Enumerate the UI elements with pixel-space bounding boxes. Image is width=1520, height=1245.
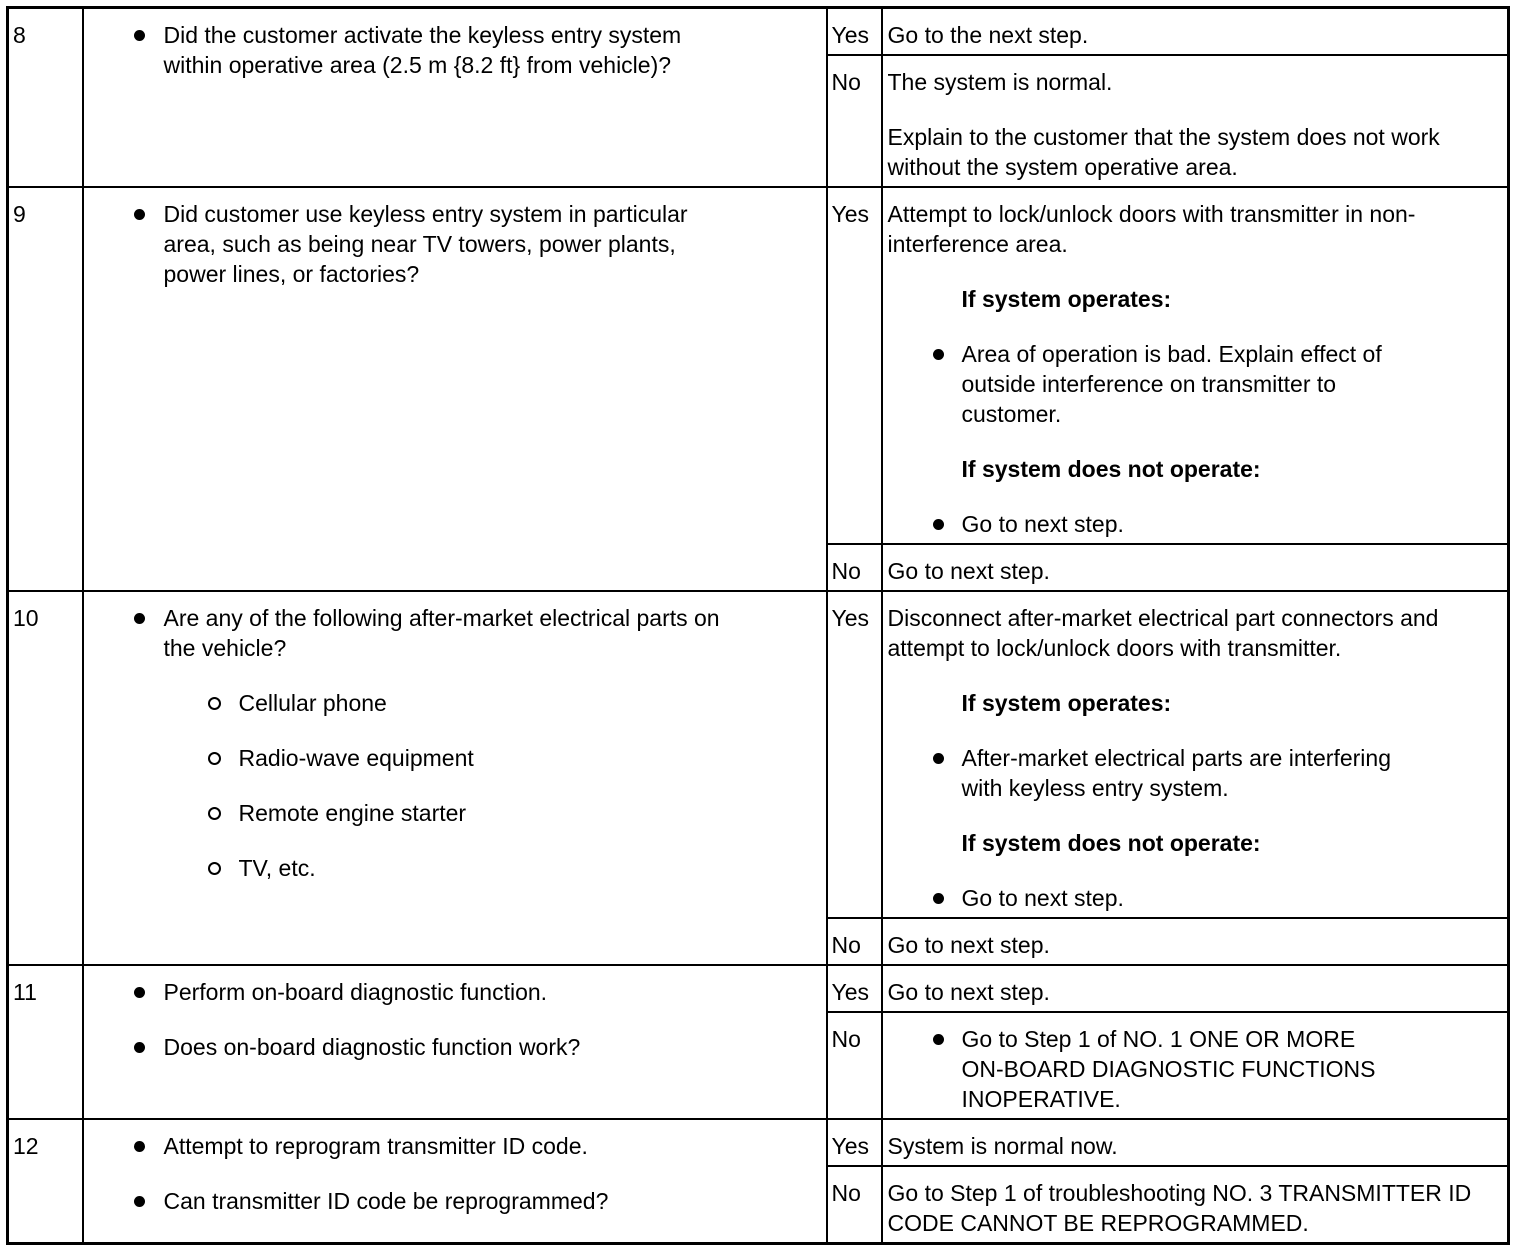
troubleshooting-table — [6, 6, 1510, 1245]
no-action: Go to next step. — [882, 544, 1509, 591]
bullet-icon — [933, 1034, 944, 1045]
question-item — [84, 977, 816, 1007]
action-bullet — [888, 339, 1500, 429]
yes-label: Yes — [827, 965, 882, 1012]
no-label: No — [827, 1166, 882, 1244]
bullet-icon — [134, 613, 145, 624]
action-bullet — [888, 1024, 1500, 1114]
action-text: The system is normal. — [887, 69, 1113, 95]
question-line: power lines, or factories? — [163, 261, 420, 287]
step-row-12 — [8, 1119, 1509, 1166]
no-action: Go to next step. — [882, 918, 1509, 965]
question-line: Did customer use keyless entry system in particular — [163, 201, 688, 227]
question-line: the vehicle? — [163, 635, 287, 661]
step-question-cell — [83, 591, 827, 965]
bullet-icon — [933, 893, 944, 904]
yes-label: Yes — [827, 8, 882, 56]
sub-item-list — [84, 688, 816, 883]
question-line: Attempt to reprogram transmitter ID code. — [163, 1133, 588, 1159]
action-line: INOPERATIVE. — [961, 1086, 1121, 1112]
step-number: 8 — [8, 8, 83, 188]
action-text: Explain to the customer that the system does not work without the system operative area. — [887, 124, 1440, 180]
question-line: Perform on-board diagnostic function. — [163, 979, 548, 1005]
bullet-icon — [933, 519, 944, 530]
question-line: within operative area (2.5 m {8.2 ft} from vehicle)? — [163, 52, 672, 78]
step-row-11 — [8, 965, 1509, 1012]
question-item — [84, 1186, 816, 1216]
bullet-icon — [134, 209, 145, 220]
if-not-operates-heading: If system does not operate: — [961, 456, 1261, 482]
sub-item — [84, 743, 816, 773]
sub-item-label: Cellular phone — [238, 690, 387, 716]
yes-action — [882, 591, 1509, 918]
step-question-cell — [83, 8, 827, 188]
sub-item-label: Radio-wave equipment — [238, 745, 474, 771]
question-line: area, such as being near TV towers, power plants, — [163, 231, 676, 257]
circle-bullet-icon — [208, 697, 221, 710]
question-line: Does on-board diagnostic function work? — [163, 1034, 581, 1060]
action-bullet — [888, 743, 1500, 803]
action-line: ON-BOARD DIAGNOSTIC FUNCTIONS — [961, 1056, 1376, 1082]
action-line: Go to next step. — [961, 885, 1124, 911]
if-operates-heading: If system operates: — [961, 690, 1172, 716]
yes-label: Yes — [827, 591, 882, 918]
yes-label: Yes — [827, 187, 882, 544]
action-line: Go to Step 1 of NO. 1 ONE OR MORE — [961, 1026, 1356, 1052]
bullet-icon — [134, 987, 145, 998]
sub-item-label: Remote engine starter — [238, 800, 467, 826]
step-row-8 — [8, 8, 1509, 56]
yes-action — [882, 8, 1509, 56]
question-line: Did the customer activate the keyless entry system — [163, 22, 682, 48]
question-line: Are any of the following after-market electrical parts on — [163, 605, 720, 631]
step-number: 12 — [8, 1119, 83, 1244]
circle-bullet-icon — [208, 862, 221, 875]
circle-bullet-icon — [208, 807, 221, 820]
question-item — [84, 199, 816, 289]
action-line: Go to next step. — [961, 511, 1124, 537]
no-label: No — [827, 544, 882, 591]
if-operates-heading: If system operates: — [961, 286, 1172, 312]
if-not-operates-heading: If system does not operate: — [961, 830, 1261, 856]
yes-action: System is normal now. — [882, 1119, 1509, 1166]
action-text: Go to the next step. — [887, 22, 1089, 48]
question-line: Can transmitter ID code be reprogrammed? — [163, 1188, 609, 1214]
no-label: No — [827, 918, 882, 965]
no-action — [882, 55, 1509, 187]
bullet-icon — [134, 1141, 145, 1152]
sub-item — [84, 798, 816, 828]
sub-item — [84, 853, 816, 883]
step-number: 9 — [8, 187, 83, 591]
sub-item-label: TV, etc. — [238, 855, 316, 881]
bullet-icon — [933, 349, 944, 360]
no-action — [882, 1012, 1509, 1119]
question-item — [84, 603, 816, 663]
step-number: 11 — [8, 965, 83, 1119]
bullet-icon — [933, 753, 944, 764]
no-label: No — [827, 1012, 882, 1119]
bullet-icon — [134, 1042, 145, 1053]
no-label: No — [827, 55, 882, 187]
action-bullet — [888, 883, 1500, 913]
step-row-9 — [8, 187, 1509, 544]
yes-action: Go to next step. — [882, 965, 1509, 1012]
bullet-icon — [134, 30, 145, 41]
step-row-10 — [8, 591, 1509, 918]
question-item — [84, 1131, 816, 1161]
action-text: Attempt to lock/unlock doors with transmitter in non-interference area. — [887, 201, 1416, 257]
yes-label: Yes — [827, 1119, 882, 1166]
action-line: with keyless entry system. — [961, 775, 1229, 801]
action-bullet — [888, 509, 1500, 539]
step-question-cell — [83, 965, 827, 1119]
question-item — [84, 20, 816, 80]
step-question-cell — [83, 1119, 827, 1244]
action-line: customer. — [961, 401, 1062, 427]
action-line: outside interference on transmitter to — [961, 371, 1337, 397]
action-text: Disconnect after-market electrical part connectors and attempt to lock/unlock doors with transmitter. — [887, 605, 1439, 661]
action-line: Area of operation is bad. Explain effect of — [961, 341, 1382, 367]
step-question-cell — [83, 187, 827, 591]
yes-action — [882, 187, 1509, 544]
action-line: After-market electrical parts are interfering — [961, 745, 1391, 771]
circle-bullet-icon — [208, 752, 221, 765]
sub-item — [84, 688, 816, 718]
step-number: 10 — [8, 591, 83, 965]
no-action: Go to Step 1 of troubleshooting NO. 3 TRANSMITTER ID CODE CANNOT BE REPROGRAMMED. — [882, 1166, 1509, 1244]
question-item — [84, 1032, 816, 1062]
